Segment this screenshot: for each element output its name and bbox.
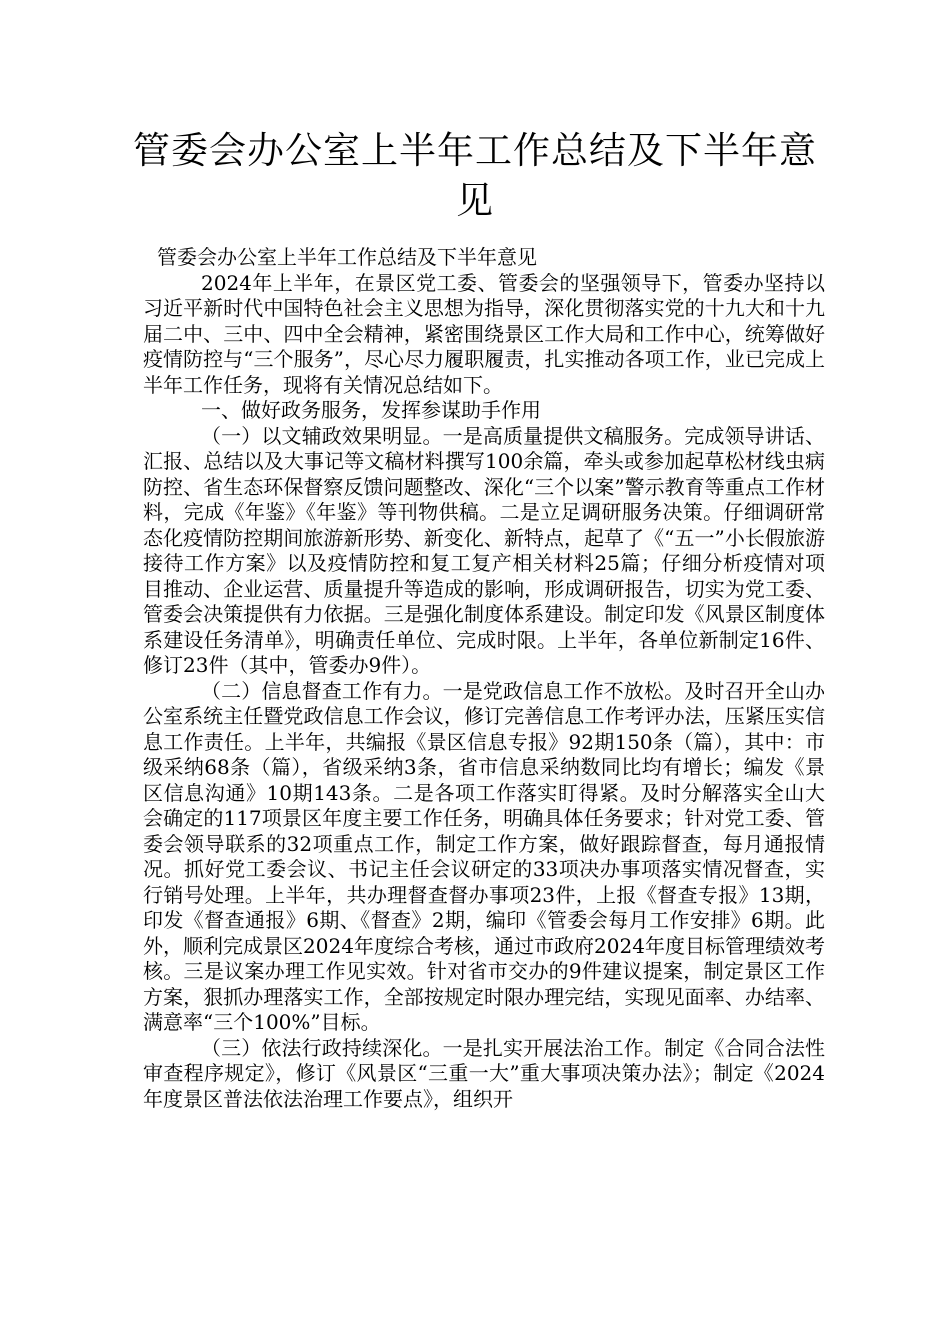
document-title: 管委会办公室上半年工作总结及下半年意见 bbox=[133, 129, 817, 222]
paragraph-rule-of-law: （三）依法行政持续深化。一是扎实开展法治工作。制定《合同合法性审查程序规定》，修订《风景区“三重一大”重大事项决策办法》；制定《2024年度景区普法依法治理工作要点》，组织开 bbox=[143, 1035, 825, 1111]
paragraph-writing-service: （一）以文辅政效果明显。一是高质量提供文稿服务。完成领导讲话、汇报、总结以及大事记等文稿材料撰写100余篇，牵头或参加起草松材线虫病防控、省生态环保督察反馈问题整改、深化“三个以案”警示教育等重点工作材料，完成《年鉴》《年鉴》等刊物供稿。二是立足调研服务决策。仔细调研常态化疫情防控期间旅游新形势、新变化、新特点，起草了《“五一”小长假旅游接待工作方案》以及疫情防控和复工复产相关材料25篇；仔细分析疫情对项目推动、企业运营、质量提升等造成的影响，形成调研报告，切实为党工委、管委会决策提供有力依据。三是强化制度体系建设。制定印发《风景区制度体系建设任务清单》，明确责任单位、完成时限。上半年，各单位新制定16件、修订23件（其中，管委办9件）。 bbox=[143, 423, 825, 677]
intro-paragraph: 2024年上半年，在景区党工委、管委会的坚强领导下，管委办坚持以习近平新时代中国特色社会主义思想为指导，深化贯彻落实党的十九大和十九届二中、三中、四中全会精神，紧密围绕景区工作大局和工作中心，统筹做好疫情防控与“三个服务”，尽心尽力履职履责，扎实推动各项工作，业已完成上半年工作任务，现将有关情况总结如下。 bbox=[143, 270, 825, 397]
paragraph-info-supervision: （二）信息督查工作有力。一是党政信息工作不放松。及时召开全山办公室系统主任暨党政信息工作会议，修订完善信息工作考评办法，压紧压实信息工作责任。上半年，共编报《景区信息专报》92期150条（篇），其中：市级采纳68条（篇），省级采纳3条，省市信息采纳数同比均有增长；编发《景区信息沟通》10期143条。二是各项工作落实盯得紧。及时分解落实全山大会确定的117项景区年度主要工作任务，明确具体任务要求；针对党工委、管委会领导联系的32项重点工作，制定工作方案，做好跟踪督查，每月通报情况。抓好党工委会议、书记主任会议研定的33项决办事项落实情况督查，实行销号处理。上半年，共办理督查督办事项23件，上报《督查专报》13期，印发《督查通报》6期、《督查》2期，编印《管委会每月工作安排》6期。此外，顺利完成景区2024年度综合考核，通过市政府2024年度目标管理绩效考核。三是议案办理工作见实效。针对省市交办的9件建议提案，制定景区工作方案，狠抓办理落实工作，全部按规定时限办理完结，实现见面率、办结率、满意率“三个100%”目标。 bbox=[143, 678, 825, 1034]
document-subtitle: 管委会办公室上半年工作总结及下半年意见 bbox=[157, 245, 537, 269]
section-heading-1: 一、做好政务服务，发挥参谋助手作用 bbox=[201, 398, 541, 422]
document-body bbox=[143, 245, 825, 1112]
